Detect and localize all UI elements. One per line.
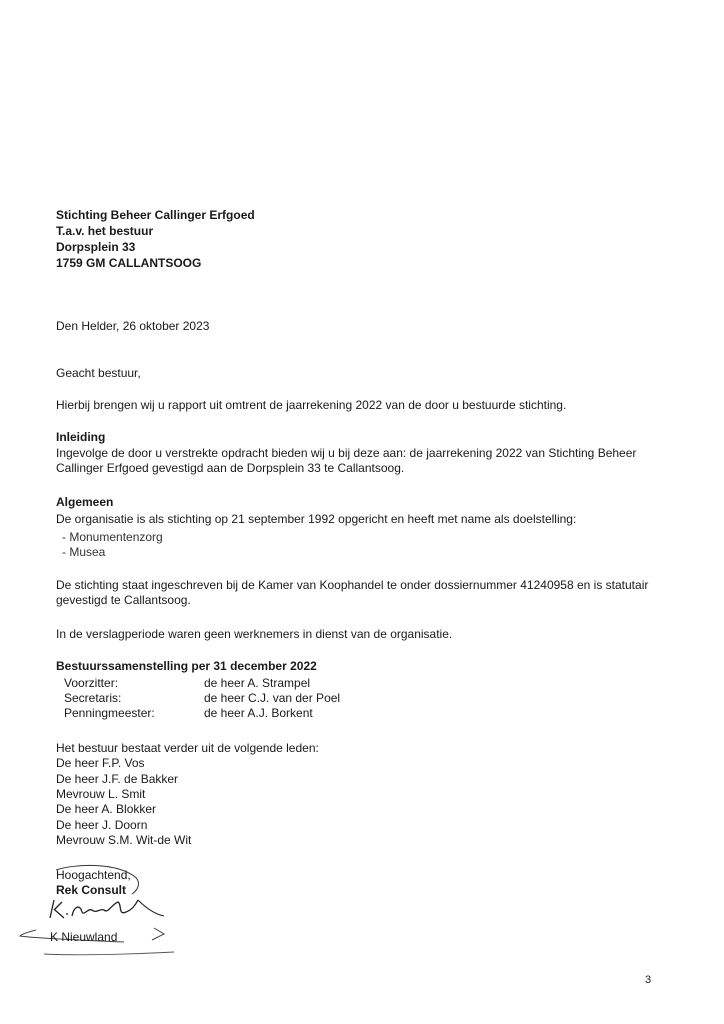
place-date: Den Helder, 26 oktober 2023: [56, 319, 210, 333]
signer-name: K Nieuwland: [50, 930, 118, 944]
board-member-name: de heer A. Strampel: [204, 676, 311, 690]
board-role: Penningmeester:: [64, 706, 155, 720]
salutation: Geacht bestuur,: [56, 366, 141, 380]
algemeen-heading: Algemeen: [56, 495, 114, 509]
inleiding-text: Ingevolge de door u verstrekte opdracht bieden wij u bij deze aan: de jaarrekening 2022 van Stichting Beheer Callinger Erfgoed gevestigd aan de Dorpsplein 33 te Callantsoog.: [56, 446, 637, 475]
board-row: [64, 676, 310, 690]
board-row: [64, 691, 340, 705]
goal-item: - Monumentenzorg: [62, 530, 163, 544]
closing-company: Rek Consult: [56, 883, 127, 897]
employees-text: In de verslagperiode waren geen werknemers in dienst van de organisatie.: [56, 627, 453, 641]
board-row: [64, 706, 313, 720]
intro-paragraph: Hierbij brengen wij u rapport uit omtrent de jaarrekening 2022 van de door u bestuurde stichting.: [56, 398, 567, 412]
member-item: Mevrouw L. Smit: [56, 787, 146, 801]
algemeen-text: De organisatie is als stichting op 21 september 1992 opgericht en heeft met name als doelstelling:: [56, 512, 577, 526]
board-heading: Bestuurssamenstelling per 31 december 2022: [56, 659, 317, 673]
board-role: Voorzitter:: [64, 676, 119, 690]
board-member-name: de heer A.J. Borkent: [204, 706, 313, 720]
goal-item: - Musea: [62, 545, 106, 559]
recipient-street: Dorpsplein 33: [56, 240, 136, 254]
closing-greeting: Hoogachtend,: [56, 868, 131, 882]
board-role: Secretaris:: [64, 691, 122, 705]
page-number: 3: [645, 974, 652, 986]
registration-text: De stichting staat ingeschreven bij de Kamer van Koophandel te onder dossiernummer 41240958 en is statutair gevestigd te Callantsoog.: [56, 578, 649, 607]
member-item: De heer J.F. de Bakker: [56, 772, 179, 786]
recipient-name: Stichting Beheer Callinger Erfgoed: [56, 208, 255, 222]
member-item: De heer A. Blokker: [56, 802, 157, 816]
recipient-attention: T.a.v. het bestuur: [56, 224, 154, 238]
inleiding-heading: Inleiding: [56, 430, 106, 444]
member-item: Mevrouw S.M. Wit-de Wit: [56, 833, 192, 847]
member-item: De heer F.P. Vos: [56, 756, 145, 770]
board-member-name: de heer C.J. van der Poel: [204, 691, 341, 705]
member-item: De heer J. Doorn: [56, 818, 148, 832]
recipient-postal-city: 1759 GM CALLANTSOOG: [56, 256, 202, 270]
members-intro: Het bestuur bestaat verder uit de volgende leden:: [56, 741, 319, 755]
